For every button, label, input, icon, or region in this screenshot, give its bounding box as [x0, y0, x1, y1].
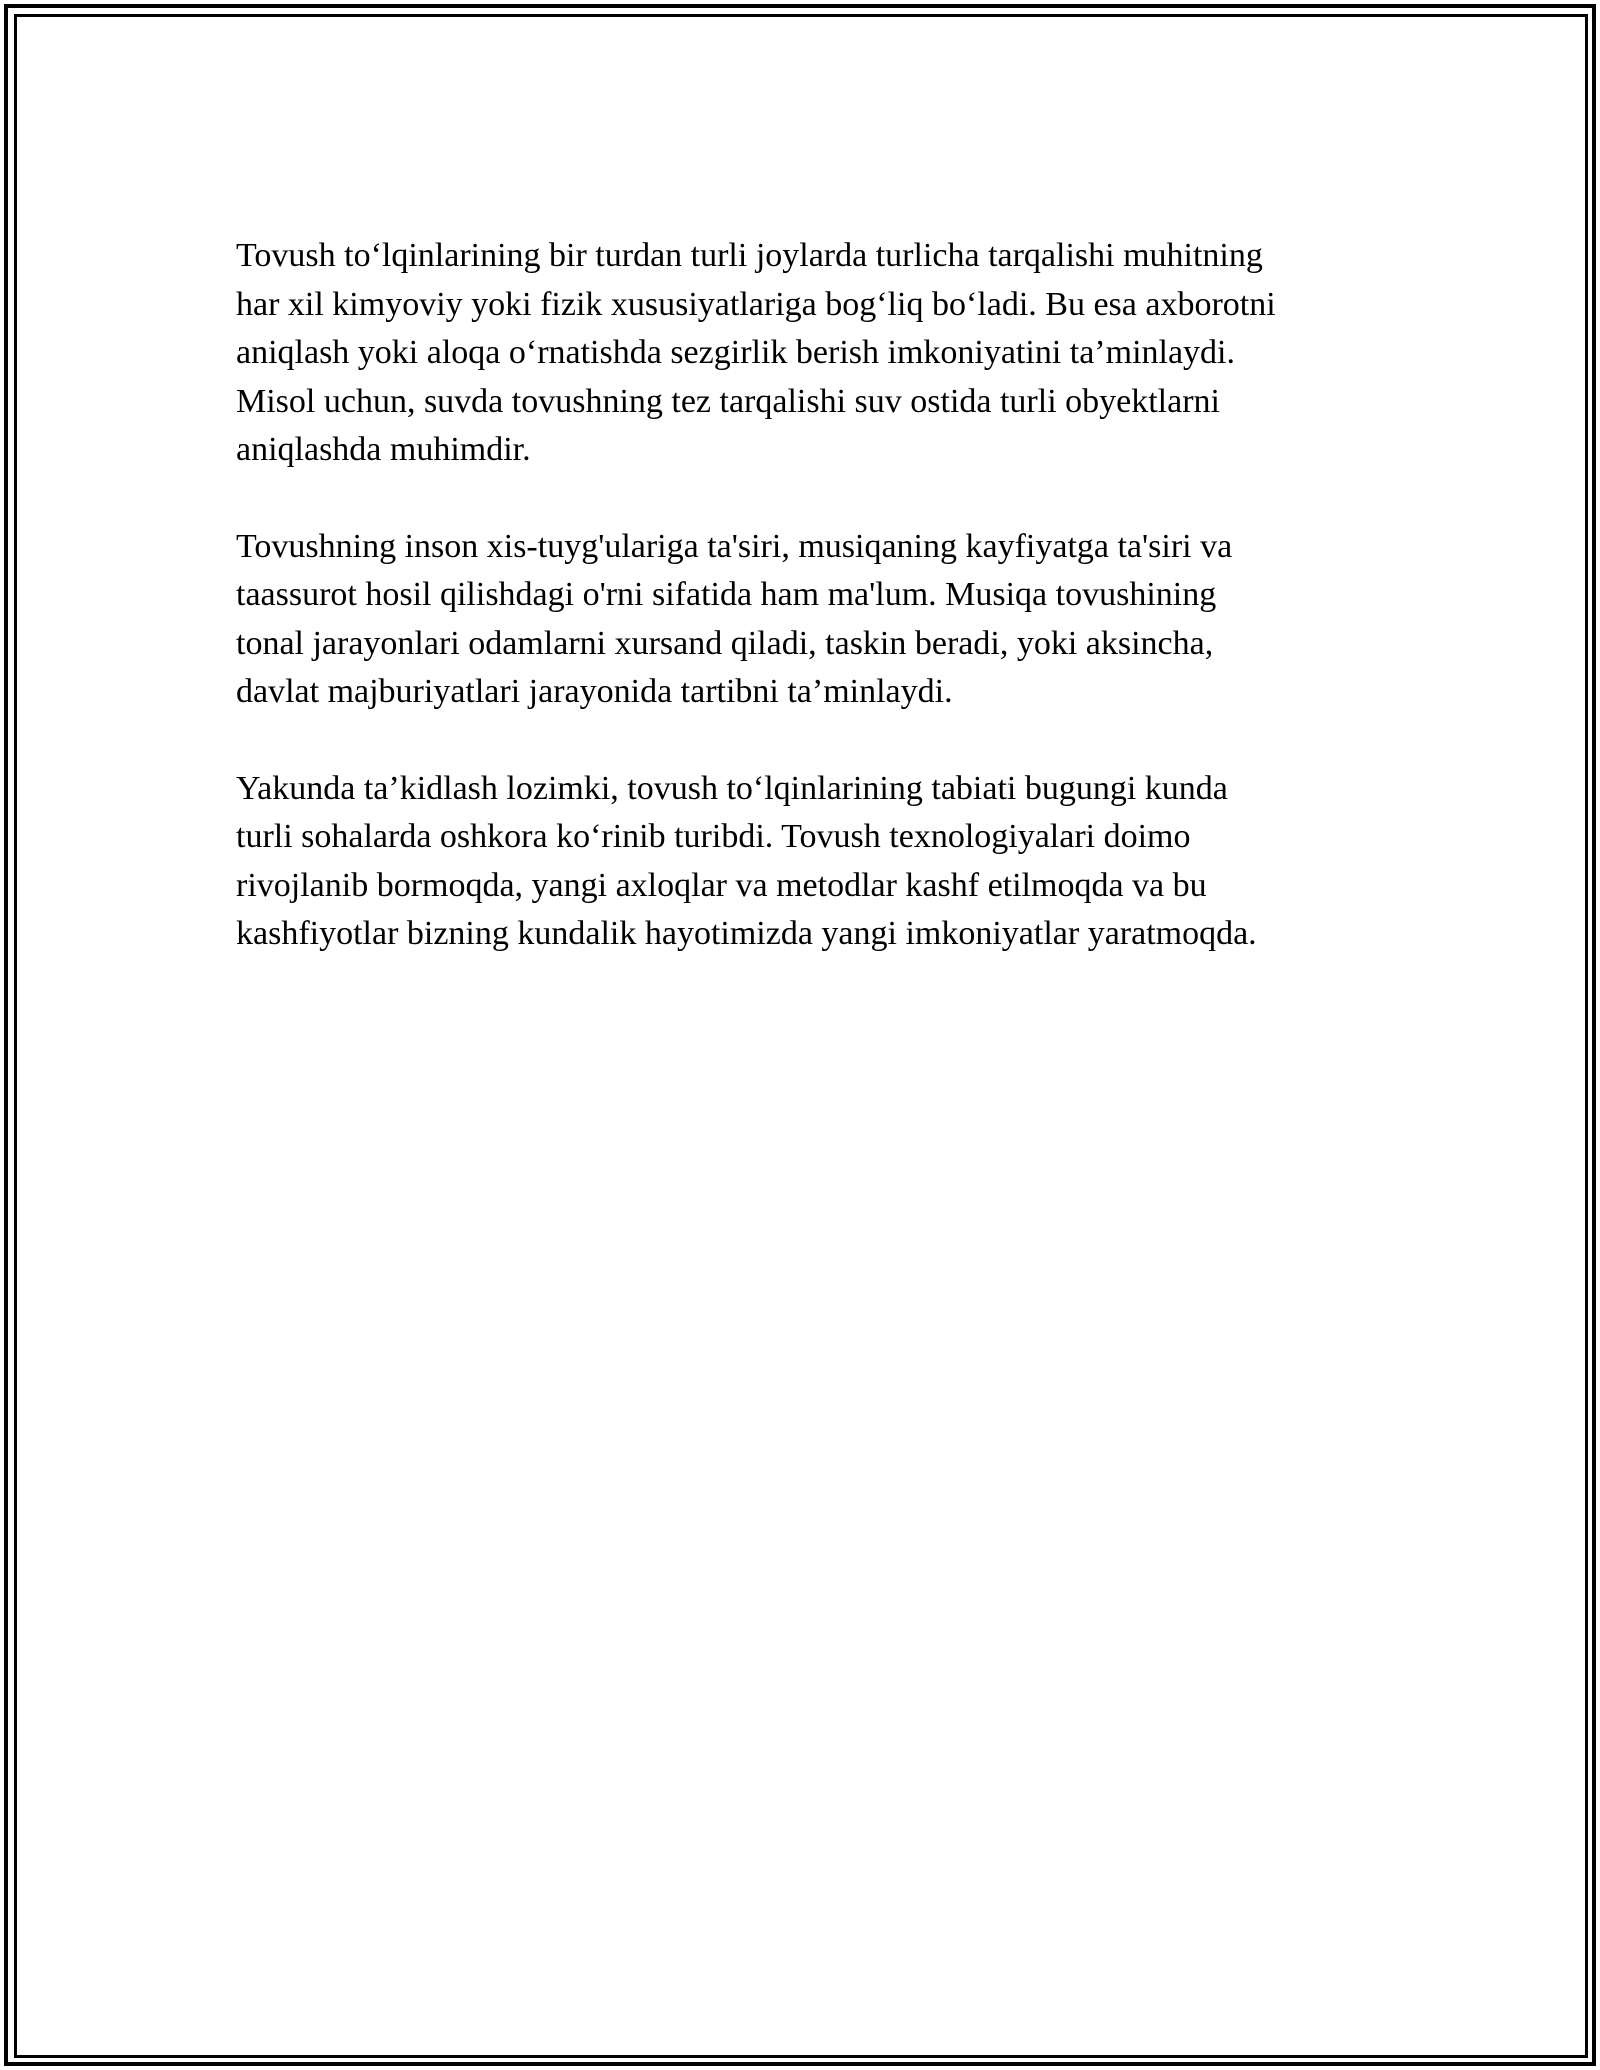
paragraph-line: taassurot hosil qilishdagi o'rni sifatida ham ma'lum. Musiqa tovushining	[236, 576, 1217, 613]
paragraph-3	[236, 765, 1376, 959]
paragraph-line: tonal jarayonlari odamlarni xursand qiladi, taskin beradi, yoki aksincha,	[236, 624, 1214, 662]
paragraph-line: davlat majburiyatlari jarayonida tartibni ta’minlaydi.	[236, 673, 953, 710]
paragraph-line: rivojlanib bormoqda, yangi axloqlar va metodlar kashf etilmoqda va bu	[236, 866, 1207, 904]
paragraph-line: kashfiyotlar bizning kundalik hayotimizda yangi imkoniyatlar yaratmoqda.	[236, 915, 1257, 952]
paragraph-2	[236, 523, 1376, 717]
paragraph-line: aniqlashda muhimdir.	[236, 431, 531, 468]
document-body	[236, 232, 1376, 1007]
paragraph-line: Tovushning inson xis-tuyg'ulariga ta'siri, musiqaning kayfiyatga ta'siri va	[236, 527, 1233, 565]
paragraph-line: Yakunda ta’kidlash lozimki, tovush to‘lqinlarining tabiati bugungi kunda	[236, 769, 1228, 807]
paragraph-line: aniqlash yoki aloqa o‘rnatishda sezgirlik berish imkoniyatini ta’minlaydi.	[236, 334, 1235, 371]
paragraph-line: Tovush to‘lqinlarining bir turdan turli joylarda turlicha tarqalishi muhitning	[236, 237, 1263, 274]
paragraph-1	[236, 232, 1376, 475]
paragraph-line: Misol uchun, suvda tovushning tez tarqalishi suv ostida turli obyektlarni	[236, 382, 1220, 420]
paragraph-line: turli sohalarda oshkora ko‘rinib turibdi. Tovush texnologiyalari doimo	[236, 818, 1191, 855]
paragraph-line: har xil kimyoviy yoki fizik xususiyatlariga bog‘liq bo‘ladi. Bu esa axborotni	[236, 285, 1276, 323]
